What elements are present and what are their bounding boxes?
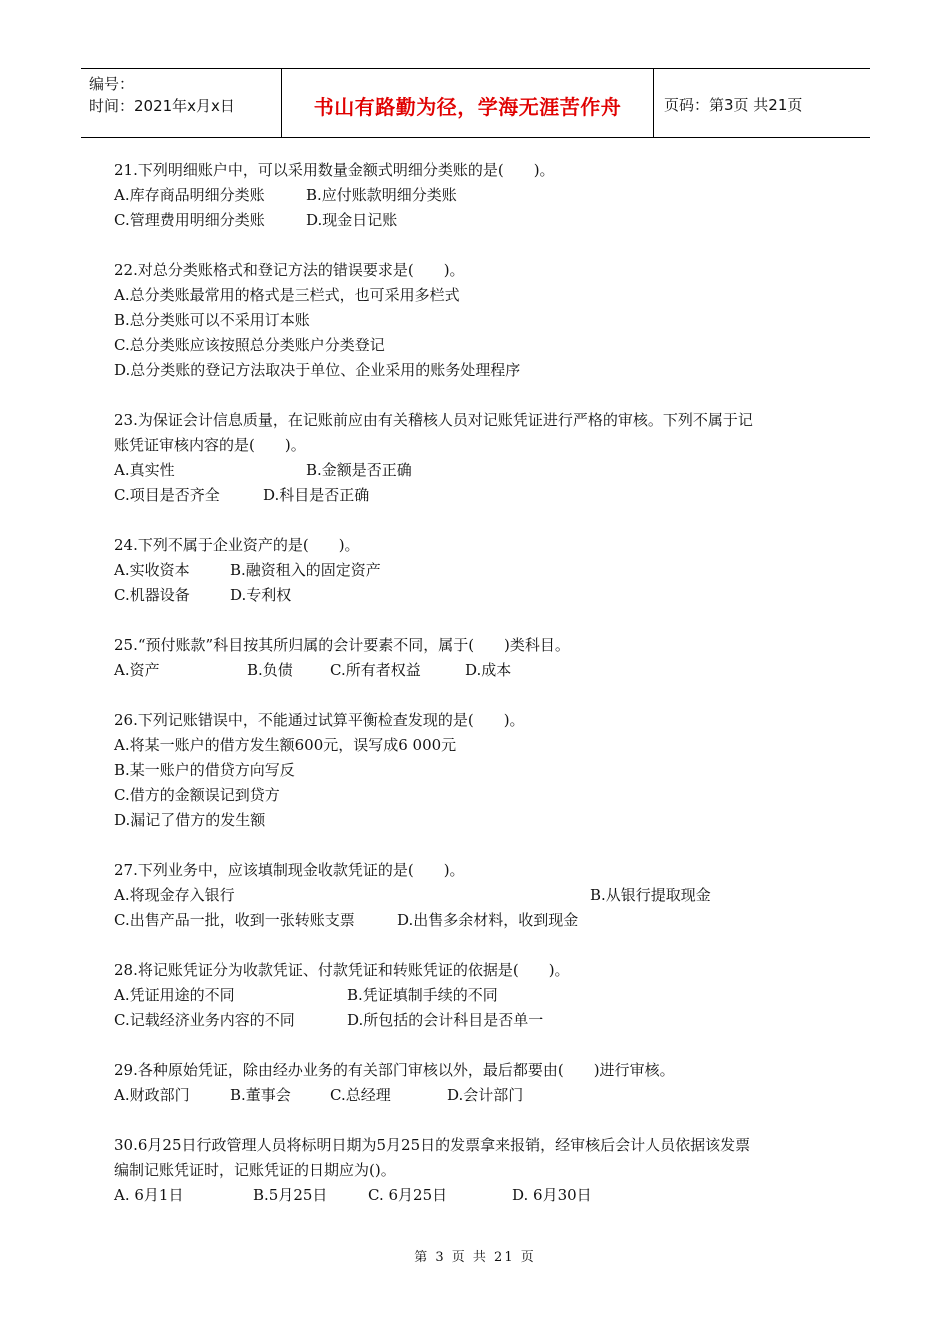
question-29 — [114, 1058, 844, 1108]
option-row — [114, 808, 844, 833]
answer-option: B.应付账款明细分类账 — [306, 186, 457, 204]
option-row — [114, 758, 844, 783]
answer-option: D. 6月30日 — [512, 1186, 592, 1204]
answer-option: A.凭证用途的不同 — [114, 986, 235, 1004]
answer-option: A.资产 — [114, 661, 160, 679]
answer-option: C.机器设备 — [114, 586, 190, 604]
question-text: 29.各种原始凭证，除由经办业务的有关部门审核以外，最后都要由( )进行审核。 — [114, 1061, 675, 1079]
answer-option: A.实收资本 — [114, 561, 190, 579]
question-text: 24.下列不属于企业资产的是( )。 — [114, 536, 360, 554]
question-text: 23.为保证会计信息质量，在记账前应由有关稽核人员对记账凭证进行严格的审核。下列不属于记 — [114, 411, 753, 429]
answer-option: D.总分类账的登记方法取决于单位、企业采用的账务处理程序 — [114, 361, 521, 379]
question-text: 账凭证审核内容的是( )。 — [114, 436, 306, 454]
document-number-label: 编号： — [89, 75, 135, 93]
answer-option: B.凭证填制手续的不同 — [347, 986, 498, 1004]
page-footer: 第 3 页 共 21 页 — [414, 1250, 536, 1265]
question-text: 22.对总分类账格式和登记方法的错误要求是( )。 — [114, 261, 465, 279]
answer-option: B.总分类账可以不采用订本账 — [114, 311, 310, 329]
answer-option: D.科目是否正确 — [263, 486, 370, 504]
answer-option: A.将某一账户的借方发生额600元，误写成6 000元 — [114, 736, 457, 754]
answer-option: C.所有者权益 — [330, 661, 421, 679]
question-text: 30.6月25日行政管理人员将标明日期为5月25日的发票拿来报销，经审核后会计人员依据该发票 — [114, 1136, 751, 1154]
header-motto: 书山有路勤为径，学海无涯苦作舟 — [282, 69, 654, 137]
question-26 — [114, 708, 844, 833]
question-text: 编制记账凭证时，记账凭证的日期应为()。 — [114, 1161, 396, 1179]
answer-option: D.成本 — [465, 661, 512, 679]
answer-option: A.库存商品明细分类账 — [114, 186, 265, 204]
answer-option: C.管理费用明细分类账 — [114, 211, 265, 229]
option-row — [114, 883, 844, 908]
answer-option: C. 6月25日 — [368, 1186, 448, 1204]
option-row — [114, 733, 844, 758]
question-23 — [114, 408, 844, 508]
question-21 — [114, 158, 844, 233]
answer-option: A.总分类账最常用的格式是三栏式，也可采用多栏式 — [114, 286, 460, 304]
option-row — [114, 1183, 844, 1208]
answer-option: C.项目是否齐全 — [114, 486, 220, 504]
question-28 — [114, 958, 844, 1033]
question-22 — [114, 258, 844, 383]
option-row — [114, 658, 844, 683]
answer-option: D.所包括的会计科目是否单一 — [347, 1011, 544, 1029]
answer-option: C.总经理 — [330, 1086, 391, 1104]
option-row — [114, 983, 844, 1008]
answer-option: A.财政部门 — [114, 1086, 190, 1104]
answer-option: C.记载经济业务内容的不同 — [114, 1011, 295, 1029]
option-row — [114, 358, 844, 383]
answer-option: A.真实性 — [114, 461, 175, 479]
option-row — [114, 558, 844, 583]
answer-option: B.金额是否正确 — [306, 461, 412, 479]
question-24 — [114, 533, 844, 608]
answer-option: C.借方的金额误记到贷方 — [114, 786, 280, 804]
header-page-info: 页码：第3页 共21页 — [664, 95, 803, 114]
option-row — [114, 458, 844, 483]
page-header — [81, 68, 870, 138]
option-row — [114, 308, 844, 333]
option-row — [114, 183, 844, 208]
answer-option: D.专利权 — [230, 586, 292, 604]
answer-option: B.某一账户的借贷方向写反 — [114, 761, 295, 779]
question-text: 25.“预付账款”科目按其所归属的会计要素不同，属于( )类科目。 — [114, 636, 570, 654]
answer-option: A.将现金存入银行 — [114, 886, 235, 904]
answer-option: B.负债 — [247, 661, 293, 679]
answer-option: A. 6月1日 — [114, 1186, 184, 1204]
answer-option: D.会计部门 — [447, 1086, 524, 1104]
answer-option: B.董事会 — [230, 1086, 291, 1104]
option-row — [114, 908, 844, 933]
question-text: 26.下列记账错误中，不能通过试算平衡检查发现的是( )。 — [114, 711, 525, 729]
option-row — [114, 583, 844, 608]
question-list — [114, 158, 844, 1233]
question-30 — [114, 1133, 844, 1208]
answer-option: C.总分类账应该按照总分类账户分类登记 — [114, 336, 385, 354]
option-row — [114, 1008, 844, 1033]
answer-option: D.现金日记账 — [306, 211, 398, 229]
question-27 — [114, 858, 844, 933]
header-meta — [81, 69, 282, 137]
option-row — [114, 283, 844, 308]
document-date: 时间：2021年x月x日 — [89, 97, 235, 115]
answer-option: C.出售产品一批，收到一张转账支票 — [114, 911, 355, 929]
answer-option: B.从银行提取现金 — [590, 886, 711, 904]
answer-option: B.融资租入的固定资产 — [230, 561, 381, 579]
question-text: 28.将记账凭证分为收款凭证、付款凭证和转账凭证的依据是( )。 — [114, 961, 570, 979]
question-text: 21.下列明细账户中，可以采用数量金额式明细分类账的是( )。 — [114, 161, 555, 179]
answer-option: D.出售多余材料，收到现金 — [397, 911, 579, 929]
option-row — [114, 208, 844, 233]
answer-option: B.5月25日 — [253, 1186, 328, 1204]
question-text: 27.下列业务中，应该填制现金收款凭证的是( )。 — [114, 861, 465, 879]
option-row — [114, 1083, 844, 1108]
option-row — [114, 483, 844, 508]
option-row — [114, 783, 844, 808]
question-25 — [114, 633, 844, 683]
option-row — [114, 333, 844, 358]
answer-option: D.漏记了借方的发生额 — [114, 811, 266, 829]
